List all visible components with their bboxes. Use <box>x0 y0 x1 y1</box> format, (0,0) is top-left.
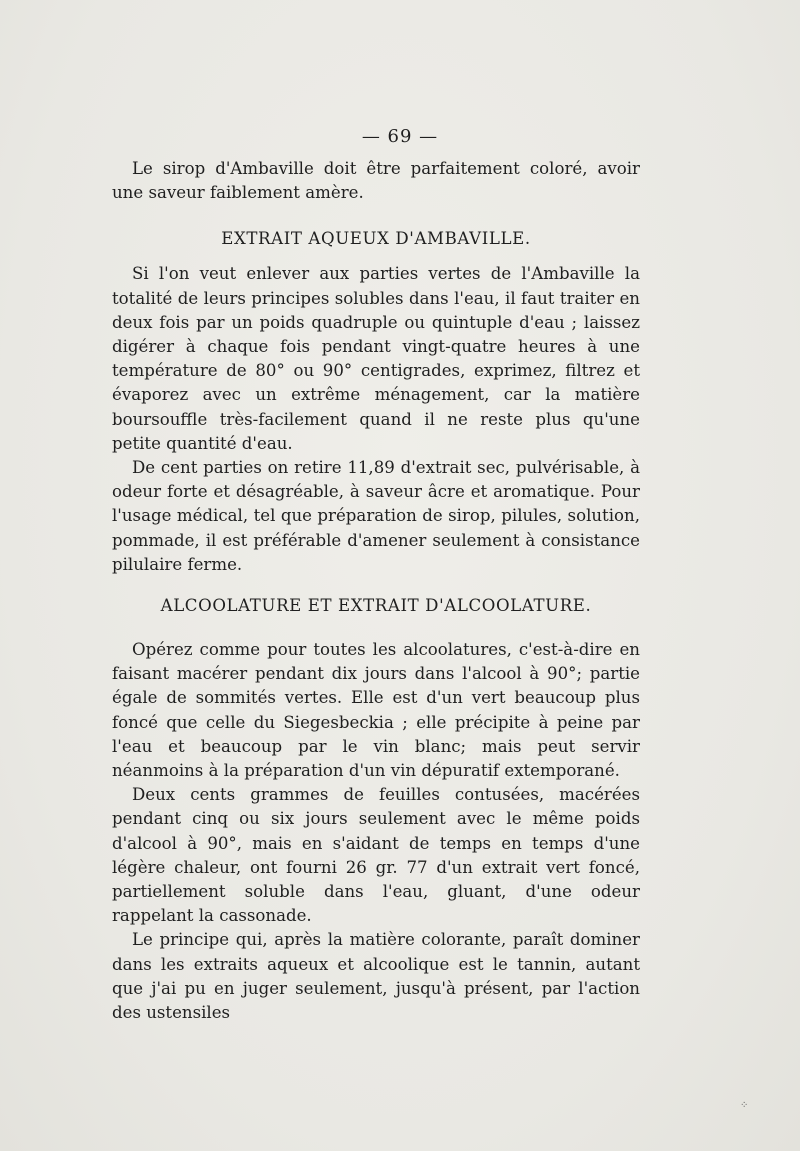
page-number: — 69 — <box>361 126 439 147</box>
paragraph: Opérez comme pour toutes les alcoolatures, c'est-à-dire en faisant macérer pendant dix jours dans l'alcool à 90°; partie égale de sommités vertes. Elle est d'un vert beaucoup plus foncé que celle du Siegesbeckia ; elle précipite à peine par l'eau et beaucoup par le vin blanc; mais peut servir néanmoins à la préparation d'un vin dépuratif extemporané. <box>112 640 640 781</box>
paragraph: Si l'on veut enlever aux parties vertes de l'Ambaville la totalité de leurs principes solubles dans l'eau, il faut traiter en deux fois par un poids quadruple ou quintuple d'eau ; laissez digérer à chaque fois pendant vingt-quatre heures à une température de 80° ou 90° centigrades, exprimez, filtrez et évaporez avec un extrême ménagement, car la matière boursouffle très-facilement quand il ne reste plus qu'une petite quantité d'eau. <box>112 264 640 453</box>
body-text <box>112 157 640 1025</box>
paragraph: De cent parties on retire 11,89 d'extrait sec, pulvérisable, à odeur forte et désagréable, à saveur âcre et aromatique. Pour l'usage médical, tel que préparation de sirop, pilules, solution, pommade, il est préférable d'amener seulement à consistance pilulaire ferme. <box>112 458 640 574</box>
paragraph: Le sirop d'Ambaville doit être parfaitement coloré, avoir une saveur faiblement amère. <box>112 159 640 203</box>
paper-speck-mark: ⁘ <box>740 1100 749 1111</box>
paragraph: Le principe qui, après la matière colorante, paraît dominer dans les extraits aqueux et alcoolique est le tannin, autant que j'ai pu en juger seulement, jusqu'à présent, par l'action des ustensiles <box>112 930 640 1023</box>
section-heading: ALCOOLATURE ET EXTRAIT D'ALCOOLATURE. <box>160 596 592 616</box>
paragraph: Deux cents grammes de feuilles contusées, macérées pendant cinq ou six jours seulement avec le même poids d'alcool à 90°, mais en s'aidant de temps en temps d'une légère chaleur, ont fourni 26 gr. 77 d'un extrait vert foncé, partiellement soluble dans l'eau, gluant, d'une odeur rappelant la cassonade. <box>112 785 640 926</box>
section-heading: EXTRAIT AQUEUX D'AMBAVILLE. <box>221 229 531 249</box>
